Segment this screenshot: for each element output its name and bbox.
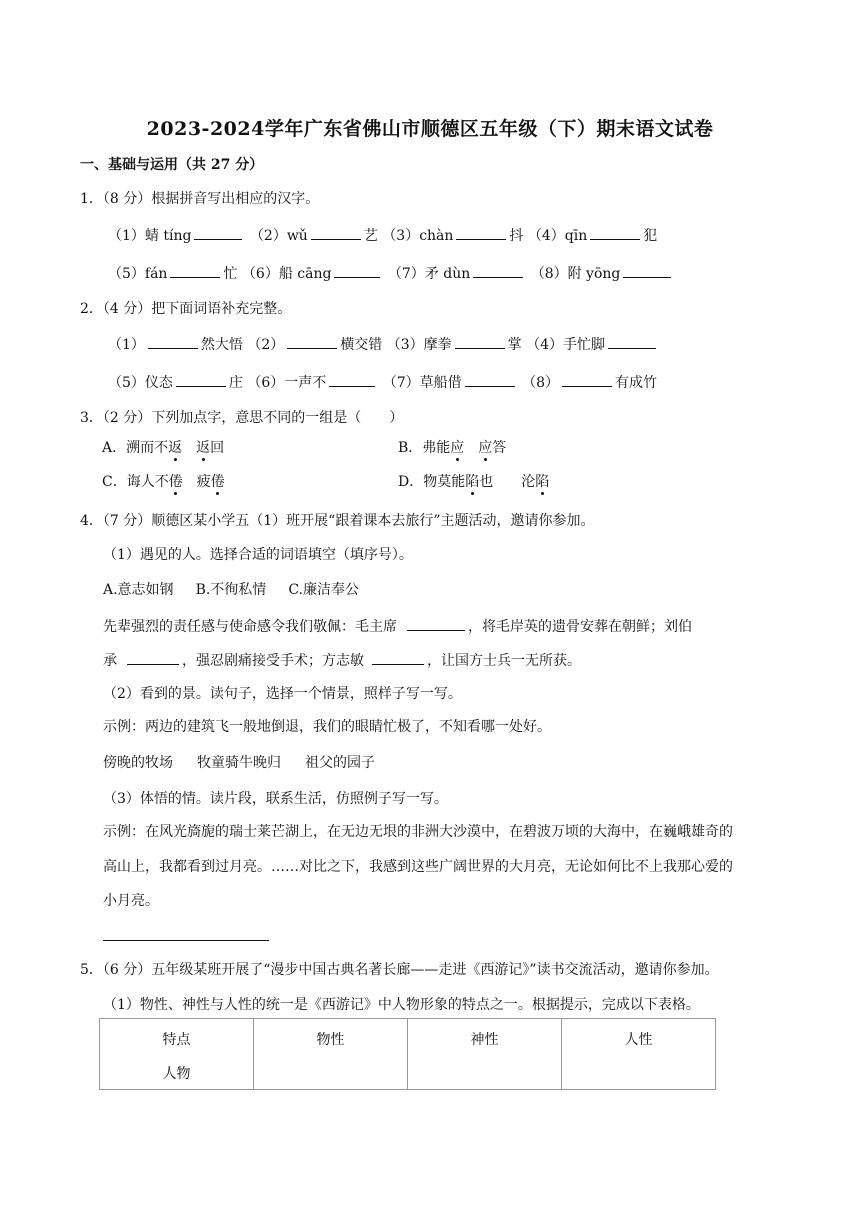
answer-blank[interactable] <box>194 225 242 240</box>
answer-blank[interactable] <box>407 616 465 631</box>
question-2-row-1: （1） 然大悟 （2） 横交错 （3）摩拳 掌 （4）手忙脚 <box>108 334 659 355</box>
answer-blank[interactable] <box>473 263 523 278</box>
question-1-row-2: （5）fán 忙 （6）船 cāng （7）矛 dùn （8）附 yōng <box>108 263 674 284</box>
character-table <box>99 1018 716 1090</box>
answer-blank[interactable] <box>329 372 375 387</box>
question-4-part-3-heading: （3）体悟的情。读片段，联系生活，仿照例子写一写。 <box>103 791 448 807</box>
scene-options: 傍晚的牧场 牧童骑牛晚归 祖父的园子 <box>103 755 375 771</box>
dotted-char: 返 <box>196 440 211 456</box>
word-options: A.意志如钢 B.不徇私情 C.廉洁奉公 <box>103 582 359 598</box>
question-4-part-1-line-2: 承 ，强忍剧痛接受手术；方志敏 ，让国方士兵一无所获。 <box>103 650 581 671</box>
table-corner-cell: 特点 人物 <box>100 1019 254 1090</box>
table-header-cell[interactable]: 神性 <box>408 1019 562 1090</box>
question-2-row-2: （5）仪态 庄 （6）一声不 （7）草船借 （8） 有成竹 <box>108 372 657 393</box>
question-1-row-1: （1）蜻 tíng （2）wǔ 艺 （3）chàn 抖 （4）qīn 犯 <box>108 225 657 246</box>
question-1-stem: 1．（8 分）根据拼音写出相应的汉字。 <box>80 191 320 207</box>
answer-blank[interactable] <box>311 225 361 240</box>
question-4-part-1-line-1: 先辈强烈的责任感与使命感令我们敬佩：毛主席 ，将毛岸英的遗骨安葬在朝鲜；刘伯 <box>103 616 692 637</box>
answer-blank[interactable] <box>148 334 198 349</box>
answer-blank[interactable] <box>287 334 337 349</box>
answer-line[interactable] <box>103 940 269 941</box>
dotted-char: 返 <box>168 440 183 456</box>
dotted-char: 应 <box>478 440 493 456</box>
table-header-cell[interactable]: 物性 <box>254 1019 408 1090</box>
question-3-stem: 3．（2 分）下列加点字，意思不同的一组是（ ） <box>80 410 404 426</box>
answer-blank[interactable] <box>590 225 640 240</box>
answer-blank[interactable] <box>176 372 226 387</box>
table-header-cell[interactable]: 人性 <box>562 1019 716 1090</box>
section-heading: 一、基础与运用（共 27 分） <box>80 157 264 173</box>
dotted-char: 陷 <box>535 474 550 490</box>
question-4-part-3-line-3: 小月亮。 <box>103 893 159 909</box>
option-b[interactable]: B．弗能应 应答 <box>398 440 507 456</box>
question-5-stem: 5．（6 分）五年级某班开展了“漫步中国古典名著长廊——走进《西游记》”读书交流活动，邀请你参加。 <box>80 962 719 978</box>
question-4-part-3-line-1: 示例：在风光旖旎的瑞士莱芒湖上，在无边无垠的非洲大沙漠中，在碧波万顷的大海中，在巍峨雄奇的 <box>103 824 733 840</box>
answer-blank[interactable] <box>608 334 656 349</box>
answer-blank[interactable] <box>562 372 612 387</box>
question-4-part-2-example: 示例：两边的建筑飞一般地倒退，我们的眼睛忙极了，不知看哪一处好。 <box>103 719 551 735</box>
question-5-part-1: （1）物性、神性与人性的统一是《西游记》中人物形象的特点之一。根据提示，完成以下表格。 <box>103 997 700 1013</box>
answer-blank[interactable] <box>170 263 220 278</box>
answer-blank[interactable] <box>127 650 179 665</box>
option-c[interactable]: C．诲人不倦 疲倦 <box>102 474 225 490</box>
option-a[interactable]: A．溯而不返 返回 <box>102 440 225 456</box>
answer-blank[interactable] <box>465 372 515 387</box>
answer-blank[interactable] <box>372 650 424 665</box>
question-4-stem: 4．（7 分）顺德区某小学五（1）班开展“跟着课本去旅行”主题活动，邀请你参加。 <box>80 513 595 529</box>
question-2-stem: 2．（4 分）把下面词语补充完整。 <box>80 301 292 317</box>
dotted-char: 倦 <box>210 474 225 490</box>
dotted-char: 陷 <box>465 474 480 490</box>
answer-blank[interactable] <box>623 263 671 278</box>
answer-blank[interactable] <box>455 334 505 349</box>
dotted-char: 倦 <box>168 474 183 490</box>
question-4-part-1-heading: （1）遇见的人。选择合适的词语填空（填序号）。 <box>103 547 413 563</box>
option-d[interactable]: D．物莫能陷也 沦陷 <box>398 474 550 490</box>
dotted-char: 应 <box>450 440 465 456</box>
answer-blank[interactable] <box>334 263 380 278</box>
page-title: 2023-2024学年广东省佛山市顺德区五年级（下）期末语文试卷 <box>146 118 714 140</box>
question-4-part-3-line-2: 高山上，我都看到过月亮。……对比之下，我感到这些广阔世界的大月亮，无论如何比不上我那心爱的 <box>103 859 733 875</box>
answer-blank[interactable] <box>456 225 506 240</box>
question-4-part-2-heading: （2）看到的景。读句子，选择一个情景，照样子写一写。 <box>103 686 462 702</box>
